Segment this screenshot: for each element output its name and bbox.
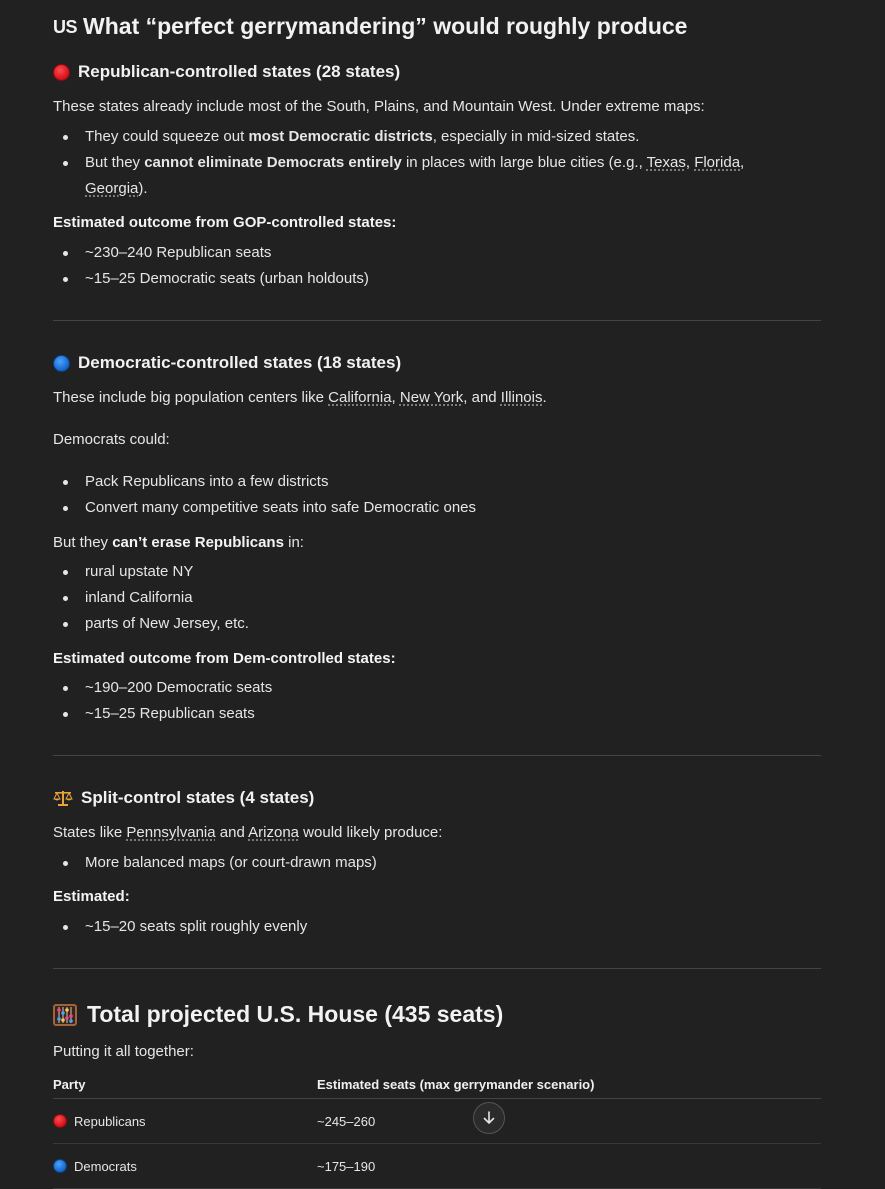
divider	[53, 968, 821, 969]
seat-projection-table	[53, 1070, 821, 1189]
link-illinois[interactable]: Illinois	[500, 389, 543, 406]
list-item: ~15–25 Republican seats	[53, 701, 272, 727]
split-heading-text: Split-control states (4 states)	[81, 788, 315, 807]
blue-circle-icon	[53, 1159, 67, 1173]
us-flag-icon: US	[53, 17, 78, 37]
divider	[53, 755, 821, 756]
link-florida[interactable]: Florida	[694, 154, 741, 171]
arrow-down-icon	[481, 1110, 497, 1126]
dem-could-list	[53, 469, 476, 521]
gop-outcomes	[53, 240, 369, 292]
dem-could-label: Democrats could:	[53, 431, 170, 448]
dem-heading-text: Democratic-controlled states (18 states)	[78, 353, 402, 372]
total-heading-text: Total projected U.S. House (435 seats)	[87, 1001, 504, 1027]
table-row	[53, 1144, 821, 1189]
gop-intro: These states already include most of the South, Plains, and Mountain West. Under extreme maps:	[53, 98, 705, 115]
dem-outcome-label: Estimated outcome from Dem-controlled states:	[53, 650, 396, 667]
seat-estimate: ~175–190	[317, 1158, 376, 1174]
link-arizona[interactable]: Arizona	[248, 824, 300, 841]
link-texas[interactable]: Texas	[646, 154, 686, 171]
table-row	[53, 1099, 821, 1144]
party-name: Republicans	[74, 1113, 146, 1129]
split-intro: States like Pennsylvania and Arizona would likely produce:	[53, 824, 443, 841]
blue-circle-icon	[53, 355, 70, 372]
list-item: More balanced maps (or court-drawn maps)	[53, 850, 377, 876]
split-estimated-list	[53, 914, 307, 940]
main-heading-text: What “perfect gerrymandering” would roughly produce	[83, 13, 688, 39]
dem-erase-list	[53, 559, 249, 637]
gop-heading-text: Republican-controlled states (28 states)	[78, 62, 401, 81]
seat-estimate: ~245–260	[317, 1113, 376, 1129]
gop-section-heading	[53, 62, 400, 82]
list-item: parts of New Jersey, etc.	[53, 611, 249, 637]
gop-bullets	[53, 124, 785, 202]
dem-outcomes	[53, 675, 272, 727]
list-item: But they cannot eliminate Democrats entirely in places with large blue cities (e.g., Texas, Florida, Georgia).	[53, 150, 785, 202]
balance-scale-icon	[53, 789, 73, 807]
gop-outcome-label: Estimated outcome from GOP-controlled states:	[53, 214, 397, 231]
list-item: rural upstate NY	[53, 559, 249, 585]
column-header-party: Party	[53, 1076, 86, 1092]
list-item: ~190–200 Democratic seats	[53, 675, 272, 701]
list-item: ~230–240 Republican seats	[53, 240, 369, 266]
list-item: inland California	[53, 585, 249, 611]
link-georgia[interactable]: Georgia	[85, 180, 139, 197]
red-circle-icon	[53, 1114, 67, 1128]
link-pennsylvania[interactable]: Pennsylvania	[126, 824, 216, 841]
list-item: ~15–20 seats split roughly evenly	[53, 914, 307, 940]
table-header	[53, 1070, 821, 1099]
dem-but-text: But they can’t erase Republicans in:	[53, 534, 304, 551]
list-item: Pack Republicans into a few districts	[53, 469, 476, 495]
split-list	[53, 850, 377, 876]
split-estimated-label: Estimated:	[53, 888, 130, 905]
dem-intro: These include big population centers like California, New York, and Illinois.	[53, 389, 547, 406]
list-item: ~15–25 Democratic seats (urban holdouts)	[53, 266, 369, 292]
divider	[53, 320, 821, 321]
link-new-york[interactable]: New York	[399, 389, 464, 406]
list-item: Convert many competitive seats into safe Democratic ones	[53, 495, 476, 521]
dem-section-heading	[53, 353, 401, 373]
split-section-heading	[53, 788, 314, 808]
party-name: Democrats	[74, 1158, 137, 1174]
link-california[interactable]: California	[328, 389, 392, 406]
total-intro: Putting it all together:	[53, 1043, 194, 1060]
scroll-to-bottom-button[interactable]	[473, 1102, 505, 1134]
main-heading	[53, 13, 687, 40]
column-header-seats: Estimated seats (max gerrymander scenario)	[317, 1076, 595, 1092]
total-section-heading	[53, 1001, 503, 1028]
abacus-icon	[53, 1004, 77, 1026]
list-item: They could squeeze out most Democratic districts, especially in mid-sized states.	[53, 124, 785, 150]
red-circle-icon	[53, 64, 70, 81]
